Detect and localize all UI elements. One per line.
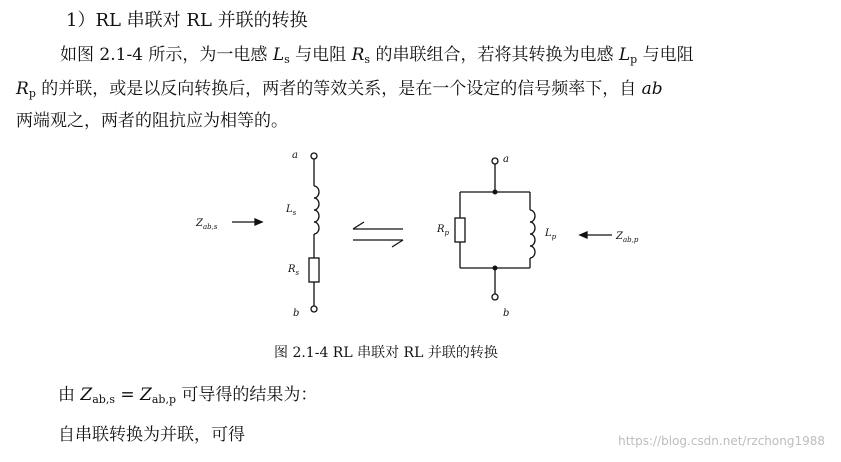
harpoon-right-barb [392, 240, 403, 247]
text-run: 与电阻 [637, 45, 694, 65]
equation-line [58, 380, 317, 406]
arrow-head [255, 219, 262, 225]
label-a-right: a [503, 154, 509, 165]
resistor-rp-symbol [455, 218, 465, 242]
label-rs-sub: s [295, 269, 300, 277]
figure-caption: 图 2.1-4 RL 串联对 RL 并联的转换 [274, 345, 498, 361]
label-b-left: b [293, 308, 300, 319]
label-zabs-sub: ab,s [202, 223, 218, 231]
equals-sign: = [114, 385, 141, 405]
resistor-rs-symbol [309, 258, 319, 282]
terminal-a-right [492, 158, 498, 164]
text-run: 的串联组合，若将其转换为电感 [370, 45, 619, 65]
label-rs-main: R [288, 264, 296, 275]
watermark: https://blog.csdn.net/rzchong1988 [618, 434, 825, 448]
label-zabp [615, 231, 639, 244]
terminal-b-right [492, 294, 498, 300]
arrow-head [580, 232, 587, 238]
label-rs [287, 264, 300, 277]
label-ls-main: L [286, 204, 293, 215]
text-run: 与电阻 [289, 45, 352, 65]
label-rp-main: R [437, 224, 445, 235]
subscript: p [28, 87, 36, 100]
symbol-Z: Z [80, 385, 93, 405]
subscript: p [630, 53, 638, 66]
label-zabs [195, 218, 218, 231]
text-run: 由 [58, 385, 81, 405]
symbol-ab: ab [641, 79, 663, 99]
junction-dot [493, 266, 497, 270]
label-lp-main: L [545, 228, 552, 239]
symbol-R: R [351, 45, 365, 65]
text-run: 的并联，或是以反向转换后，两者的等效关系，是在一个设定的信号频率下，自 [35, 79, 642, 99]
label-rp-sub: p [444, 229, 450, 237]
junction-dot [493, 190, 497, 194]
harpoon-left-barb [353, 222, 364, 229]
label-zabs-main: Z [196, 218, 203, 229]
symbol-Z: Z [140, 385, 152, 405]
terminal-a-left [311, 153, 317, 159]
label-ls-sub: s [292, 209, 297, 217]
label-b-right: b [503, 308, 510, 319]
subscript: s [284, 53, 290, 66]
section-heading: 1）RL 串联对 RL 并联的转换 [66, 10, 308, 31]
inductor-ls-symbol [314, 186, 319, 234]
label-zabp-sub: ab,p [622, 236, 639, 244]
label-lp [544, 228, 557, 241]
text-run: 如图 2.1-4 所示，为一电感 [60, 45, 273, 65]
label-rp [436, 224, 450, 237]
subscript: ab,p [151, 393, 176, 406]
terminal-b-left [311, 306, 317, 312]
symbol-L: L [618, 45, 631, 65]
label-zabp-main: Z [616, 231, 623, 242]
label-lp-sub: p [551, 233, 557, 241]
text-run: 可导得的结果为： [175, 385, 318, 405]
label-a-left: a [292, 150, 298, 161]
symbol-R: R [16, 79, 29, 99]
subscript: s [364, 53, 371, 66]
subscript: ab,s [92, 393, 115, 406]
paragraph-line-3: 两端观之，两者的阻抗应为相等的。 [16, 111, 288, 131]
label-ls [285, 204, 297, 217]
inductor-lp-symbol [530, 210, 535, 258]
last-line: 自串联转换为并联，可得 [58, 425, 245, 445]
symbol-L: L [272, 45, 285, 65]
